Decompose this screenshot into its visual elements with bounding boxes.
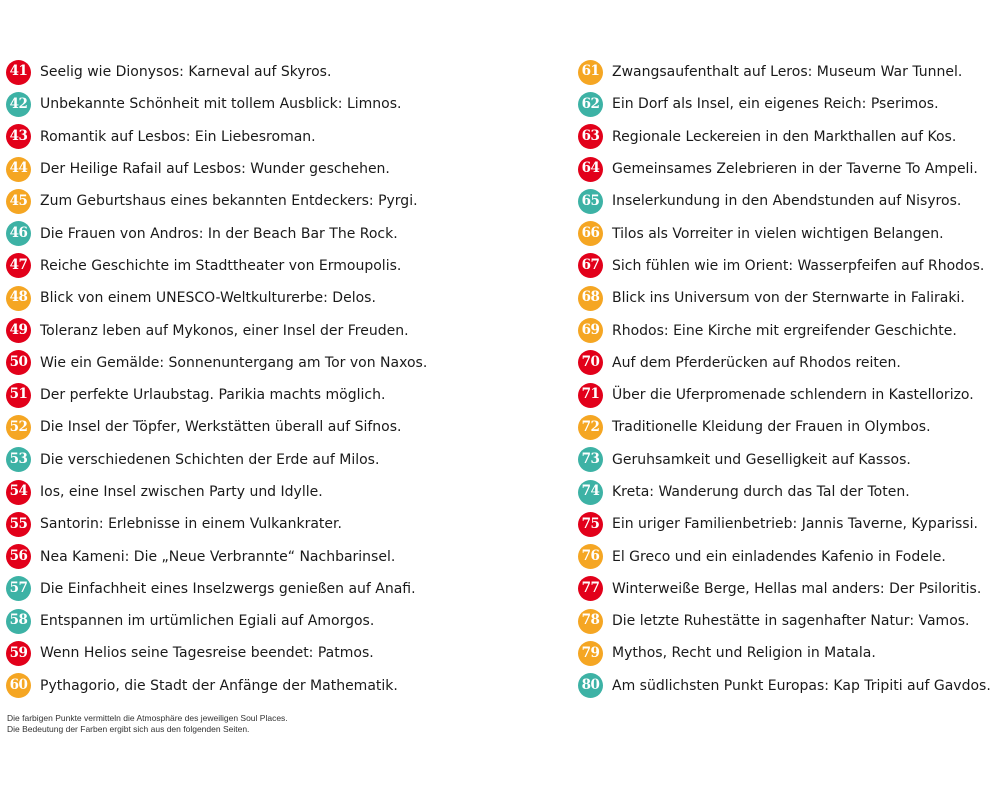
number-badge: 78 [578,609,603,634]
number-badge: 53 [6,447,31,472]
number-badge: 70 [578,350,603,375]
number-badge: 63 [578,124,603,149]
entry-label: Winterweiße Berge, Hellas mal anders: Der Psiloritis. [612,580,982,597]
entry-label: Auf dem Pferderücken auf Rhodos reiten. [612,354,901,371]
entry-label: Wenn Helios seine Tagesreise beendet: Patmos. [40,645,374,662]
list-item [578,573,998,605]
list-item [6,56,566,88]
number-badge: 68 [578,286,603,311]
list-item [6,314,566,346]
list-item [578,605,998,637]
list-item [6,411,566,443]
list-item [6,540,566,572]
number-badge: 71 [578,383,603,408]
entry-label: Toleranz leben auf Mykonos, einer Insel der Freuden. [40,322,409,339]
entry-label: Traditionelle Kleidung der Frauen in Olymbos. [612,419,931,436]
list-item [6,347,566,379]
number-badge: 51 [6,383,31,408]
number-badge: 76 [578,544,603,569]
entry-label: Reiche Geschichte im Stadttheater von Ermoupolis. [40,257,402,274]
number-badge: 48 [6,286,31,311]
list-item [6,573,566,605]
number-badge: 80 [578,673,603,698]
number-badge: 57 [6,576,31,601]
entry-label: Ein uriger Familienbetrieb: Jannis Taverne, Kyparissi. [612,516,978,533]
list-item [6,153,566,185]
list-item [578,282,998,314]
entry-label: Am südlichsten Punkt Europas: Kap Tripiti auf Gavdos. [612,677,991,694]
list-item [578,508,998,540]
entry-label: Santorin: Erlebnisse in einem Vulkankrater. [40,516,342,533]
list-item [6,476,566,508]
list-item [6,379,566,411]
number-badge: 72 [578,415,603,440]
number-badge: 49 [6,318,31,343]
entry-label: Zwangsaufenthalt auf Leros: Museum War Tunnel. [612,64,963,81]
entry-label: Der Heilige Rafail auf Lesbos: Wunder geschehen. [40,161,390,178]
number-badge: 43 [6,124,31,149]
entry-label: Seelig wie Dionysos: Karneval auf Skyros. [40,64,332,81]
soul-places-list-left [6,56,566,702]
number-badge: 65 [578,189,603,214]
number-badge: 52 [6,415,31,440]
entry-label: Die Frauen von Andros: In der Beach Bar The Rock. [40,225,398,242]
entry-label: Nea Kameni: Die „Neue Verbrannte“ Nachbarinsel. [40,548,396,565]
entry-label: Blick von einem UNESCO-Weltkulturerbe: Delos. [40,290,376,307]
number-badge: 42 [6,92,31,117]
entry-label: Tilos als Vorreiter in vielen wichtigen Belangen. [612,225,944,242]
list-item [6,88,566,120]
entry-label: Zum Geburtshaus eines bekannten Entdeckers: Pyrgi. [40,193,418,210]
number-badge: 50 [6,350,31,375]
number-badge: 46 [6,221,31,246]
number-badge: 58 [6,609,31,634]
list-item [578,411,998,443]
list-item [578,250,998,282]
entry-label: Die letzte Ruhestätte in sagenhafter Natur: Vamos. [612,613,970,630]
list-item [578,347,998,379]
number-badge: 45 [6,189,31,214]
soul-places-list-right [578,56,998,702]
entry-label: Ios, eine Insel zwischen Party und Idylle. [40,484,323,500]
number-badge: 69 [578,318,603,343]
list-item [6,444,566,476]
list-item [6,185,566,217]
list-item [578,153,998,185]
list-item [6,605,566,637]
list-item [6,282,566,314]
entry-label: Blick ins Universum von der Sternwarte in Faliraki. [612,290,965,307]
entry-label: El Greco und ein einladendes Kafenio in Fodele. [612,548,946,565]
entry-label: Mythos, Recht und Religion in Matala. [612,645,876,662]
number-badge: 56 [6,544,31,569]
number-badge: 55 [6,512,31,537]
entry-label: Romantik auf Lesbos: Ein Liebesroman. [40,128,316,145]
list-item [578,637,998,669]
list-item [578,88,998,120]
number-badge: 54 [6,480,31,505]
number-badge: 62 [578,92,603,117]
entry-label: Wie ein Gemälde: Sonnenuntergang am Tor von Naxos. [40,354,428,371]
list-item [578,217,998,249]
list-item [578,476,998,508]
entry-label: Geruhsamkeit und Geselligkeit auf Kassos. [612,451,911,468]
number-badge: 79 [578,641,603,666]
entry-label: Inselerkundung in den Abendstunden auf Nisyros. [612,193,962,210]
entry-label: Regionale Leckereien in den Markthallen auf Kos. [612,128,957,145]
entry-label: Rhodos: Eine Kirche mit ergreifender Geschichte. [612,322,957,339]
list-item [578,121,998,153]
entry-label: Pythagorio, die Stadt der Anfänge der Mathematik. [40,677,398,694]
number-badge: 73 [578,447,603,472]
number-badge: 66 [578,221,603,246]
entry-label: Sich fühlen wie im Orient: Wasserpfeifen auf Rhodos. [612,257,985,274]
number-badge: 41 [6,60,31,85]
list-item [578,444,998,476]
entry-label: Der perfekte Urlaubstag. Parikia machts möglich. [40,387,386,404]
footnote [7,713,288,735]
number-badge: 74 [578,480,603,505]
number-badge: 44 [6,157,31,182]
entry-label: Kreta: Wanderung durch das Tal der Toten. [612,484,910,500]
number-badge: 61 [578,60,603,85]
number-badge: 75 [578,512,603,537]
list-item [578,185,998,217]
entry-label: Die verschiedenen Schichten der Erde auf Milos. [40,451,380,468]
number-badge: 64 [578,157,603,182]
list-item [578,379,998,411]
footnote-line: Die Bedeutung der Farben ergibt sich aus den folgenden Seiten. [7,724,250,734]
number-badge: 67 [578,253,603,278]
list-item [578,314,998,346]
list-item [6,217,566,249]
footnote-line: Die farbigen Punkte vermitteln die Atmosphäre des jeweiligen Soul Places. [7,713,288,723]
entry-label: Entspannen im urtümlichen Egiali auf Amorgos. [40,613,375,630]
entry-label: Die Einfachheit eines Inselzwergs genießen auf Anafi. [40,580,416,597]
number-badge: 77 [578,576,603,601]
list-item [578,540,998,572]
number-badge: 59 [6,641,31,666]
list-item [578,670,998,702]
list-item [578,56,998,88]
entry-label: Unbekannte Schönheit mit tollem Ausblick: Limnos. [40,96,402,113]
list-item [6,250,566,282]
entry-label: Über die Uferpromenade schlendern in Kastellorizo. [612,387,974,404]
entry-label: Die Insel der Töpfer, Werkstätten überall auf Sifnos. [40,419,402,436]
number-badge: 47 [6,253,31,278]
list-item [6,508,566,540]
list-item [6,121,566,153]
entry-label: Gemeinsames Zelebrieren in der Taverne To Ampeli. [612,161,978,178]
list-item [6,670,566,702]
number-badge: 60 [6,673,31,698]
list-item [6,637,566,669]
entry-label: Ein Dorf als Insel, ein eigenes Reich: Pserimos. [612,96,939,113]
